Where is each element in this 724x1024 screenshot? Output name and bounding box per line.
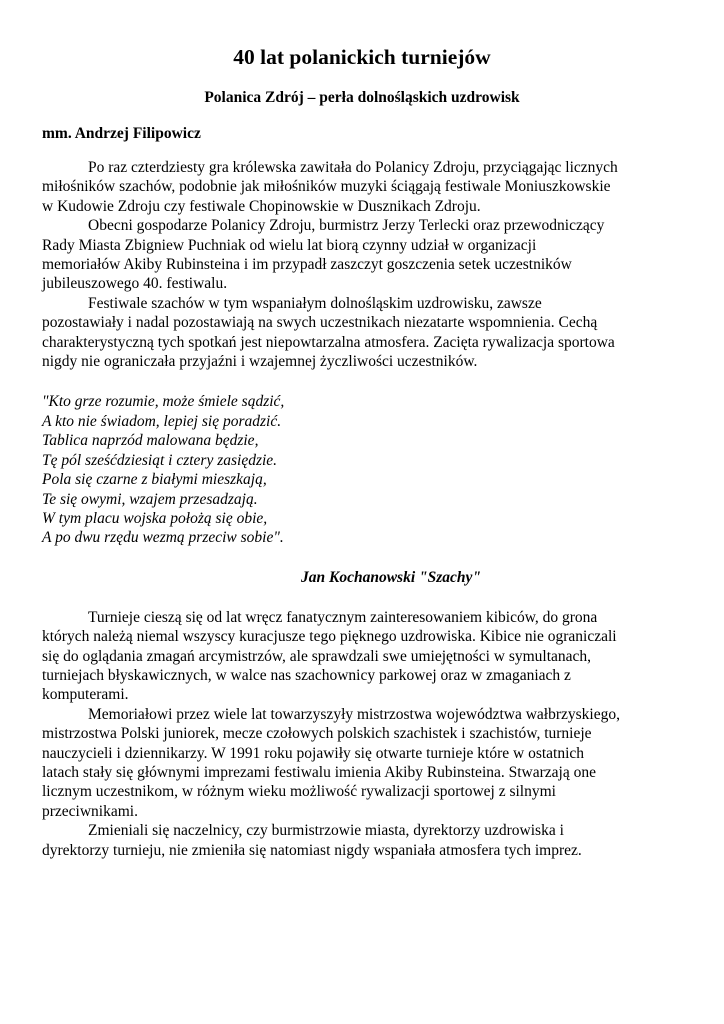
paragraph-line: mistrzostwa Polski juniorek, mecze czołowych polskich szachistek i szachistów, turnieje [42, 725, 592, 743]
poem-line: Te się owymi, wzajem przesadzają. [42, 490, 258, 508]
poem-line: Pola się czarne z białymi mieszkają, [42, 471, 267, 489]
paragraph [42, 608, 682, 705]
paragraph-line: przeciwnikami. [42, 802, 138, 820]
paragraph-line: nauczycieli i dziennikarzy. W 1991 roku pojawiły się otwarte turnieje które w ostatnich [42, 744, 585, 762]
paragraph-line: Rady Miasta Zbigniew Puchniak od wielu lat biorą czynny udział w organizacji [42, 236, 537, 254]
paragraph-line: Zmieniali się naczelnicy, czy burmistrzowie miasta, dyrektorzy uzdrowiska i [88, 822, 564, 840]
paragraph-line: komputerami. [42, 686, 129, 704]
document-author: mm. Andrzej Filipowicz [42, 125, 201, 142]
paragraph [42, 216, 682, 294]
paragraph-line: licznym uczestnikom, w różnym wieku możliwość rywalizacji sportowej z silnymi [42, 783, 556, 801]
poem-line: Tablica naprzód malowana będzie, [42, 432, 259, 450]
paragraph-line: Obecni gospodarze Polanicy Zdroju, burmistrz Jerzy Terlecki oraz przewodniczący [88, 217, 605, 235]
paragraph-line: nigdy nie ograniczała przyjaźni i wzajemnej życzliwości uczestników. [42, 353, 478, 371]
poem-line: W tym placu wojska położą się obie, [42, 509, 268, 527]
document-page [42, 44, 682, 860]
paragraph-line: latach stały się głównymi imprezami festiwalu imienia Akiby Rubinsteina. Stwarzają one [42, 763, 596, 781]
paragraph-line: których należą niemal wszyscy kuracjusze tego pięknego uzdrowiska. Kibice nie ograniczali [42, 628, 617, 646]
intro-section [42, 158, 682, 371]
paragraph-line: miłośników szachów, podobnie jak miłośników muzyki ściągają festiwale Moniuszkowskie [42, 178, 611, 196]
poem-line: "Kto grze rozumie, może śmiele sądzić, [42, 393, 285, 411]
poem-line: A kto nie świadom, lepiej się poradzić. [42, 412, 282, 430]
paragraph [42, 294, 682, 372]
paragraph-line: pozostawiały i nadal pozostawiają na swych uczestnikach niezatarte wspomnienia. Cechą [42, 314, 598, 332]
paragraph-line: dyrektorzy turnieju, nie zmieniła się natomiast nigdy wspaniała atmosfera tych imprez. [42, 841, 582, 859]
poem-line: A po dwu rzędu wezmą przeciw sobie". [42, 529, 284, 547]
paragraph-line: Festiwale szachów w tym wspaniałym dolnośląskim uzdrowisku, zawsze [88, 294, 542, 312]
paragraph-line: w Kudowie Zdroju czy festiwale Chopinowskie w Dusznikach Zdroju. [42, 197, 481, 215]
paragraph [42, 705, 682, 821]
paragraph-line: turniejach błyskawicznych, w walce nas szachownicy parkowej oraz w zmaganiach z [42, 666, 571, 684]
poem-attribution: Jan Kochanowski "Szachy" [301, 568, 481, 586]
document-subtitle: Polanica Zdrój – perła dolnośląskich uzdrowisk [204, 89, 520, 106]
paragraph-line: się do oglądania zmagań arcymistrzów, ale sprawdzali swe umiejętności w symultanach, [42, 647, 592, 665]
paragraph-line: memoriałów Akiby Rubinsteina i im przypadł zaszczyt goszczenia setek uczestników [42, 256, 572, 274]
paragraph [42, 158, 682, 216]
poem-quote [42, 392, 682, 547]
paragraph [42, 821, 682, 860]
paragraph-line: Po raz czterdziesty gra królewska zawitała do Polanicy Zdroju, przyciągając licznych [88, 159, 618, 176]
document-title: 40 lat polanickich turniejów [233, 45, 491, 69]
paragraph-line: charakterystyczną tych spotkań jest niepowtarzalna atmosfera. Zacięta rywalizacja sportowa [42, 333, 615, 351]
main-section [42, 608, 682, 860]
paragraph-line: Memoriałowi przez wiele lat towarzyszyły mistrzostwa województwa wałbrzyskiego, [88, 705, 620, 723]
paragraph-line: Turnieje cieszą się od lat wręcz fanatycznym zainteresowaniem kibiców, do grona [88, 608, 598, 626]
poem-line: Tę pól sześćdziesiąt i cztery zasiędzie. [42, 451, 278, 469]
paragraph-line: jubileuszowego 40. festiwalu. [42, 275, 228, 293]
